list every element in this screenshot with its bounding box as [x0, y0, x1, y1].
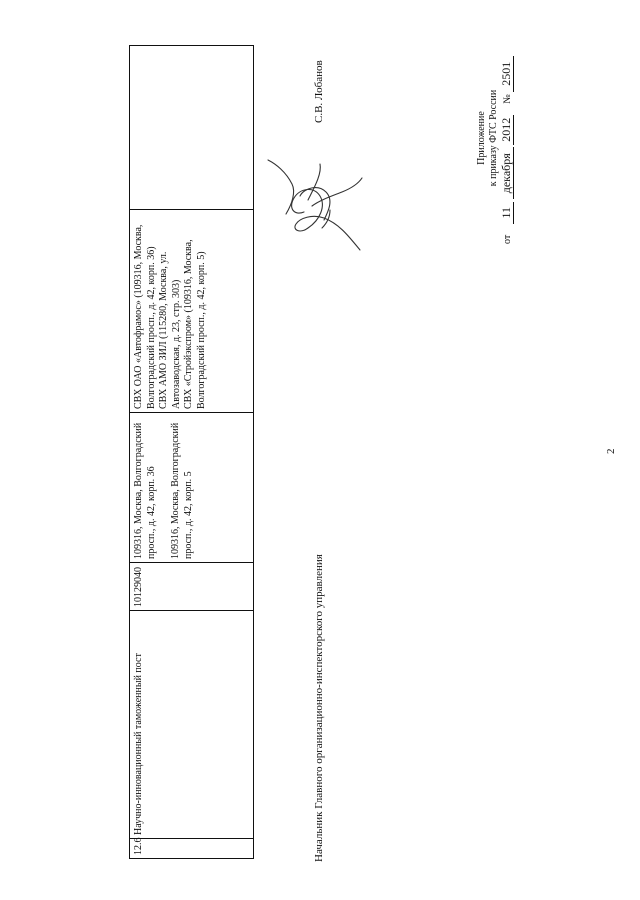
annex-title: Приложение [476, 111, 487, 165]
annex-day: 11 [500, 202, 514, 224]
customs-post-table [129, 45, 254, 859]
annex-header [476, 18, 514, 258]
address-line: 109316, Москва, Волгоградский просп., д. 42, корп. 5 [170, 422, 194, 559]
empty-cell [130, 46, 254, 210]
annex-order-ref: к приказу ФТС России [488, 89, 499, 187]
page-number: 2 [605, 448, 617, 454]
handwritten-signature [264, 148, 368, 258]
annex-month: декабря [500, 147, 514, 199]
annex-order-date-number [500, 18, 514, 258]
table-row [130, 46, 254, 859]
post-addresses [130, 413, 254, 563]
post-name: Научно-инновационный таможенный пост [130, 611, 254, 839]
annex-number-sign: № [502, 94, 513, 104]
address-line: 109316, Москва, Волгоградский просп., д. 42, корп. 36 [133, 422, 157, 559]
annex-number: 2501 [500, 56, 514, 92]
warehouse-item: СВХ «Стройэкспром» (109316, Москва, Волгоградский просп., д. 42, корп. 5) [183, 239, 207, 409]
warehouse-item: СВХ АМО ЗИЛ (115280, Москва, ул. Автозаводская, д. 23, стр. 303) [158, 251, 182, 409]
row-index: 12.6 [130, 839, 254, 859]
warehouse-item: СВХ ОАО «Автофрамос» (109316, Москва, Волгоградский просп., д. 42, корп. 36) [133, 224, 157, 409]
annex-from-label: от [502, 234, 513, 244]
post-code: 10129040 [130, 563, 254, 611]
signer-position: Начальник Главного организационно-инспекторского управления [313, 554, 325, 862]
temporary-storage-warehouses [130, 210, 254, 413]
signer-name: С.В. Лобанов [313, 60, 325, 123]
annex-year: 2012 [500, 115, 514, 145]
